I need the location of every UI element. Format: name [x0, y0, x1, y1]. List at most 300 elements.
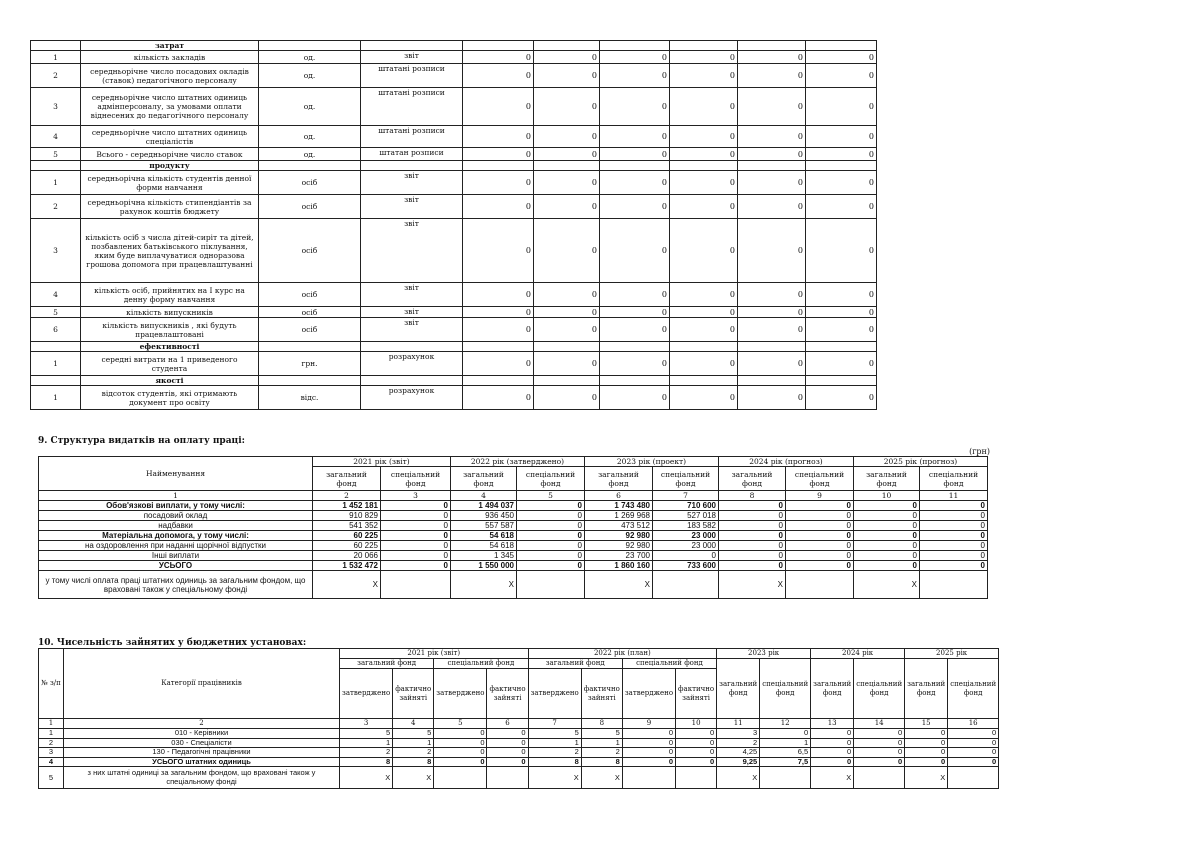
- section-title: якості: [81, 376, 259, 386]
- source-cell: звіт: [361, 318, 463, 342]
- empty-cell: [534, 342, 600, 352]
- value-cell: X: [313, 571, 381, 599]
- value-cell: 0: [463, 307, 534, 318]
- value-cell: 0: [806, 88, 877, 126]
- value-cell: 0: [738, 307, 806, 318]
- empty-cell: [738, 161, 806, 171]
- value-cell: X: [811, 767, 854, 789]
- value-cell: 0: [463, 126, 534, 148]
- column-number: 5: [434, 719, 487, 729]
- row-number: 6: [31, 318, 81, 342]
- value-cell: 1 494 037: [451, 501, 517, 511]
- value-cell: X: [528, 767, 581, 789]
- indicator-name: середні витрати на 1 приведеного студента: [81, 352, 259, 376]
- value-cell: [487, 767, 528, 789]
- wage-structure-table: [38, 456, 988, 599]
- value-cell: [676, 767, 717, 789]
- value-cell: 0: [920, 531, 988, 541]
- indicator-name: кількість закладів: [81, 51, 259, 64]
- source-cell: штатан розписи: [361, 148, 463, 161]
- empty-cell: [670, 161, 738, 171]
- empty-cell: [259, 161, 361, 171]
- staff-row: [39, 767, 999, 789]
- value-cell: 1 345: [451, 551, 517, 561]
- value-cell: [381, 571, 451, 599]
- value-cell: 0: [738, 386, 806, 410]
- empty-cell: [463, 41, 534, 51]
- column-number: 13: [811, 719, 854, 729]
- empty-cell: [361, 41, 463, 51]
- fund-header: загальний фонд: [719, 467, 786, 491]
- value-cell: 0: [920, 521, 988, 531]
- column-number: 6: [487, 719, 528, 729]
- value-cell: 0: [517, 521, 585, 531]
- value-cell: 557 587: [451, 521, 517, 531]
- value-cell: 0: [738, 64, 806, 88]
- value-cell: X: [719, 571, 786, 599]
- fund-header: загальний фонд: [905, 659, 948, 719]
- row-number: 2: [39, 738, 64, 748]
- value-cell: 0: [760, 729, 811, 739]
- value-cell: 473 512: [585, 521, 653, 531]
- indicators-table: [30, 40, 877, 410]
- value-cell: 0: [534, 148, 600, 161]
- value-cell: X: [905, 767, 948, 789]
- actual-header: фактично зайняті: [487, 669, 528, 719]
- fund-header: загальний фонд: [717, 659, 760, 719]
- source-cell: розрахунок: [361, 386, 463, 410]
- value-cell: 0: [600, 126, 670, 148]
- value-cell: 0: [600, 386, 670, 410]
- section-row: [31, 376, 877, 386]
- empty-cell: [806, 161, 877, 171]
- value-cell: 0: [463, 64, 534, 88]
- value-cell: 0: [806, 219, 877, 283]
- value-cell: [434, 767, 487, 789]
- column-number: 15: [905, 719, 948, 729]
- empty-cell: [600, 376, 670, 386]
- category-name: 030 - Спеціалісти: [64, 738, 340, 748]
- fund-header: спеціальний фонд: [381, 467, 451, 491]
- value-cell: X: [340, 767, 393, 789]
- value-cell: 0: [463, 88, 534, 126]
- currency-unit: (грн): [969, 447, 990, 456]
- empty-cell: [738, 376, 806, 386]
- value-cell: 0: [517, 511, 585, 521]
- fund-header: загальний фонд: [528, 659, 622, 669]
- column-number: 11: [717, 719, 760, 729]
- value-cell: 0: [622, 738, 675, 748]
- value-cell: 0: [517, 531, 585, 541]
- value-cell: 60 225: [313, 531, 381, 541]
- unit-cell: осіб: [259, 283, 361, 307]
- row-number: 1: [31, 352, 81, 376]
- value-cell: 0: [948, 738, 999, 748]
- value-cell: 0: [487, 757, 528, 767]
- empty-cell: [670, 41, 738, 51]
- value-cell: 0: [806, 352, 877, 376]
- fund-header: спеціальний фонд: [622, 659, 716, 669]
- value-cell: 0: [854, 748, 905, 758]
- value-cell: 0: [786, 501, 854, 511]
- approved-header: затверджено: [528, 669, 581, 719]
- value-cell: 0: [463, 171, 534, 195]
- value-cell: 0: [786, 521, 854, 531]
- value-cell: 0: [434, 738, 487, 748]
- value-cell: 1 452 181: [313, 501, 381, 511]
- row-name: посадовий оклад: [39, 511, 313, 521]
- value-cell: 1: [760, 738, 811, 748]
- value-cell: 0: [600, 318, 670, 342]
- value-cell: 92 980: [585, 541, 653, 551]
- unit-cell: од.: [259, 148, 361, 161]
- indicator-name: середньорічна кількість студентів денної форми навчання: [81, 171, 259, 195]
- value-cell: 0: [719, 561, 786, 571]
- value-cell: 5: [528, 729, 581, 739]
- staff-row: [39, 757, 999, 767]
- value-cell: [760, 767, 811, 789]
- unit-cell: відс.: [259, 386, 361, 410]
- value-cell: 9,25: [717, 757, 760, 767]
- value-cell: 0: [806, 171, 877, 195]
- row-number: 1: [39, 729, 64, 739]
- row-number: 2: [31, 195, 81, 219]
- empty-cell: [600, 161, 670, 171]
- row-name: надбавки: [39, 521, 313, 531]
- indicator-row: [31, 352, 877, 376]
- value-cell: 4,25: [717, 748, 760, 758]
- fund-header: загальний фонд: [585, 467, 653, 491]
- indicator-name: кількість випускників: [81, 307, 259, 318]
- row-name: на оздоровлення при наданні щорічної відпустки: [39, 541, 313, 551]
- unit-cell: осіб: [259, 195, 361, 219]
- source-cell: звіт: [361, 171, 463, 195]
- unit-cell: грн.: [259, 352, 361, 376]
- value-cell: 0: [534, 51, 600, 64]
- fund-header: спеціальний фонд: [854, 659, 905, 719]
- value-cell: 0: [806, 283, 877, 307]
- column-number: 5: [517, 491, 585, 501]
- section-no-cell: [31, 161, 81, 171]
- value-cell: 54 618: [451, 541, 517, 551]
- column-number: 10: [854, 491, 920, 501]
- row-number: 1: [31, 171, 81, 195]
- value-cell: 0: [653, 551, 719, 561]
- row-name: Матеріальна допомога, у тому числі:: [39, 531, 313, 541]
- value-cell: 0: [905, 757, 948, 767]
- year-header: 2024 рік: [811, 649, 905, 659]
- source-cell: розрахунок: [361, 352, 463, 376]
- value-cell: 0: [600, 219, 670, 283]
- unit-cell: од.: [259, 88, 361, 126]
- value-cell: X: [581, 767, 622, 789]
- source-cell: звіт: [361, 307, 463, 318]
- value-cell: 0: [854, 511, 920, 521]
- source-cell: звіт: [361, 219, 463, 283]
- value-cell: 1 743 480: [585, 501, 653, 511]
- value-cell: 0: [381, 561, 451, 571]
- category-name: УСЬОГО штатних одиниць: [64, 757, 340, 767]
- value-cell: 92 980: [585, 531, 653, 541]
- value-cell: 0: [670, 195, 738, 219]
- indicator-name: кількість осіб, прийнятих на І курс на денну форму навчання: [81, 283, 259, 307]
- source-cell: звіт: [361, 195, 463, 219]
- column-number: 8: [581, 719, 622, 729]
- wage-row: [39, 501, 988, 511]
- empty-cell: [361, 342, 463, 352]
- staff-count-table: [38, 648, 999, 789]
- approved-header: затверджено: [340, 669, 393, 719]
- year-header: 2022 рік (затверджено): [451, 457, 585, 467]
- value-cell: 0: [738, 195, 806, 219]
- value-cell: 0: [786, 551, 854, 561]
- year-header: 2023 рік: [717, 649, 811, 659]
- value-cell: 0: [854, 521, 920, 531]
- value-cell: 0: [534, 64, 600, 88]
- fund-header: загальний фонд: [340, 659, 434, 669]
- value-cell: 0: [738, 148, 806, 161]
- value-cell: 0: [434, 757, 487, 767]
- column-number: 14: [854, 719, 905, 729]
- fund-header: загальний фонд: [854, 467, 920, 491]
- section-no-cell: [31, 342, 81, 352]
- value-cell: 0: [738, 352, 806, 376]
- value-cell: 0: [670, 148, 738, 161]
- value-cell: 23 000: [653, 541, 719, 551]
- indicator-name: середньорічне число штатних одиниць адмінперсоналу, за умовами оплати віднесених до педагогічного персоналу: [81, 88, 259, 126]
- value-cell: 0: [670, 386, 738, 410]
- value-cell: 0: [806, 64, 877, 88]
- column-number: 3: [340, 719, 393, 729]
- value-cell: 6,5: [760, 748, 811, 758]
- fund-header: загальний фонд: [313, 467, 381, 491]
- value-cell: 1: [393, 738, 434, 748]
- value-cell: 0: [806, 148, 877, 161]
- value-cell: 0: [806, 307, 877, 318]
- value-cell: 0: [534, 88, 600, 126]
- value-cell: 23 000: [653, 531, 719, 541]
- unit-cell: осіб: [259, 171, 361, 195]
- value-cell: 5: [393, 729, 434, 739]
- indicator-row: [31, 219, 877, 283]
- value-cell: 1 550 000: [451, 561, 517, 571]
- note-row: [39, 571, 988, 599]
- value-cell: 0: [600, 171, 670, 195]
- indicator-name: середньорічна кількість стипендіантів за рахунок коштів бюджету: [81, 195, 259, 219]
- value-cell: 0: [738, 126, 806, 148]
- value-cell: 5: [581, 729, 622, 739]
- value-cell: 0: [738, 318, 806, 342]
- column-number: 16: [948, 719, 999, 729]
- value-cell: 0: [854, 757, 905, 767]
- unit-cell: осіб: [259, 318, 361, 342]
- value-cell: 0: [738, 88, 806, 126]
- value-cell: 0: [676, 748, 717, 758]
- value-cell: 0: [434, 748, 487, 758]
- value-cell: 0: [463, 51, 534, 64]
- indicator-row: [31, 283, 877, 307]
- value-cell: 0: [534, 171, 600, 195]
- empty-cell: [463, 376, 534, 386]
- value-cell: 0: [534, 318, 600, 342]
- empty-cell: [259, 41, 361, 51]
- value-cell: 0: [463, 195, 534, 219]
- value-cell: 0: [719, 541, 786, 551]
- year-header: 2021 рік (звіт): [313, 457, 451, 467]
- value-cell: 8: [528, 757, 581, 767]
- indicator-name: кількість випускників , які будуть працевлаштовані: [81, 318, 259, 342]
- value-cell: 0: [670, 318, 738, 342]
- column-number: 11: [920, 491, 988, 501]
- row-number: 1: [31, 51, 81, 64]
- value-cell: 0: [463, 283, 534, 307]
- value-cell: 0: [434, 729, 487, 739]
- value-cell: 0: [517, 501, 585, 511]
- column-number: 1: [39, 719, 64, 729]
- indicator-name: середньорічне число посадових окладів (ставок) педагогічного персоналу: [81, 64, 259, 88]
- row-number: 5: [31, 307, 81, 318]
- value-cell: [920, 571, 988, 599]
- value-cell: 0: [670, 307, 738, 318]
- value-cell: 23 700: [585, 551, 653, 561]
- value-cell: 1 269 968: [585, 511, 653, 521]
- value-cell: 0: [487, 729, 528, 739]
- value-cell: [786, 571, 854, 599]
- value-cell: 0: [786, 561, 854, 571]
- value-cell: 0: [381, 531, 451, 541]
- source-cell: звіт: [361, 283, 463, 307]
- indicator-row: [31, 88, 877, 126]
- indicator-row: [31, 307, 877, 318]
- value-cell: 0: [381, 521, 451, 531]
- category-header: Категорії працівників: [64, 649, 340, 719]
- fund-header: спеціальний фонд: [653, 467, 719, 491]
- section-title: продукту: [81, 161, 259, 171]
- value-cell: 0: [854, 531, 920, 541]
- value-cell: 0: [738, 51, 806, 64]
- empty-cell: [361, 161, 463, 171]
- year-header: 2025 рік (прогноз): [854, 457, 988, 467]
- fund-header: спеціальний фонд: [517, 467, 585, 491]
- value-cell: 1: [528, 738, 581, 748]
- value-cell: 0: [719, 531, 786, 541]
- indicator-row: [31, 386, 877, 410]
- value-cell: 0: [854, 561, 920, 571]
- row-number: 5: [39, 767, 64, 789]
- name-header: Найменування: [39, 457, 313, 491]
- row-name: Інші виплати: [39, 551, 313, 561]
- column-number: 4: [451, 491, 517, 501]
- value-cell: 0: [806, 195, 877, 219]
- section-title: затрат: [81, 41, 259, 51]
- value-cell: 183 582: [653, 521, 719, 531]
- value-cell: 0: [719, 501, 786, 511]
- section-row: [31, 161, 877, 171]
- value-cell: 2: [528, 748, 581, 758]
- value-cell: 0: [600, 352, 670, 376]
- value-cell: 0: [905, 748, 948, 758]
- row-number: 3: [39, 748, 64, 758]
- column-number: 7: [528, 719, 581, 729]
- wage-row: [39, 521, 988, 531]
- value-cell: 1 860 160: [585, 561, 653, 571]
- value-cell: 0: [463, 318, 534, 342]
- column-number: 10: [676, 719, 717, 729]
- empty-cell: [600, 41, 670, 51]
- value-cell: 0: [381, 551, 451, 561]
- value-cell: 0: [670, 126, 738, 148]
- column-number: 3: [381, 491, 451, 501]
- value-cell: 0: [806, 318, 877, 342]
- column-number: 1: [39, 491, 313, 501]
- value-cell: 0: [381, 501, 451, 511]
- year-header: 2025 рік: [905, 649, 999, 659]
- value-cell: 20 066: [313, 551, 381, 561]
- indicator-name: кількість осіб з числа дітей-сиріт та дітей, позбавлених батьківського піклування, яким буде виплачуватися одноразова грошова допомога при працевлаштуванні: [81, 219, 259, 283]
- fund-header: спеціальний фонд: [760, 659, 811, 719]
- value-cell: 0: [487, 738, 528, 748]
- value-cell: 0: [622, 748, 675, 758]
- fund-header: загальний фонд: [811, 659, 854, 719]
- value-cell: 0: [719, 551, 786, 561]
- value-cell: [854, 767, 905, 789]
- fund-header: спеціальний фонд: [920, 467, 988, 491]
- value-cell: 0: [806, 126, 877, 148]
- wage-row: [39, 531, 988, 541]
- value-cell: [653, 571, 719, 599]
- column-number: 9: [622, 719, 675, 729]
- value-cell: 0: [670, 219, 738, 283]
- staff-row: [39, 738, 999, 748]
- value-cell: 0: [738, 171, 806, 195]
- value-cell: 0: [600, 51, 670, 64]
- value-cell: 0: [854, 738, 905, 748]
- value-cell: 0: [948, 748, 999, 758]
- value-cell: 2: [340, 748, 393, 758]
- value-cell: 541 352: [313, 521, 381, 531]
- column-number: 8: [719, 491, 786, 501]
- value-cell: 0: [463, 352, 534, 376]
- section-9-title: 9. Структура видатків на оплату праці:: [38, 436, 245, 446]
- empty-cell: [463, 161, 534, 171]
- value-cell: X: [854, 571, 920, 599]
- empty-cell: [534, 161, 600, 171]
- value-cell: 0: [600, 148, 670, 161]
- indicator-row: [31, 148, 877, 161]
- fund-header: спеціальний фонд: [434, 659, 528, 669]
- value-cell: 0: [905, 729, 948, 739]
- section-row: [31, 41, 877, 51]
- empty-cell: [600, 342, 670, 352]
- value-cell: 3: [717, 729, 760, 739]
- row-number: 1: [31, 386, 81, 410]
- indicator-row: [31, 318, 877, 342]
- wage-row: [39, 511, 988, 521]
- value-cell: 0: [517, 541, 585, 551]
- unit-cell: осіб: [259, 307, 361, 318]
- indicator-name: відсоток студентів, які отримають документ про освіту: [81, 386, 259, 410]
- value-cell: 0: [738, 283, 806, 307]
- column-number: 9: [786, 491, 854, 501]
- value-cell: 0: [534, 126, 600, 148]
- category-name: 130 - Педагогічні працівники: [64, 748, 340, 758]
- unit-cell: осіб: [259, 219, 361, 283]
- fund-header: спеціальний фонд: [786, 467, 854, 491]
- value-cell: 0: [948, 729, 999, 739]
- unit-cell: од.: [259, 64, 361, 88]
- value-cell: 0: [719, 511, 786, 521]
- empty-cell: [670, 342, 738, 352]
